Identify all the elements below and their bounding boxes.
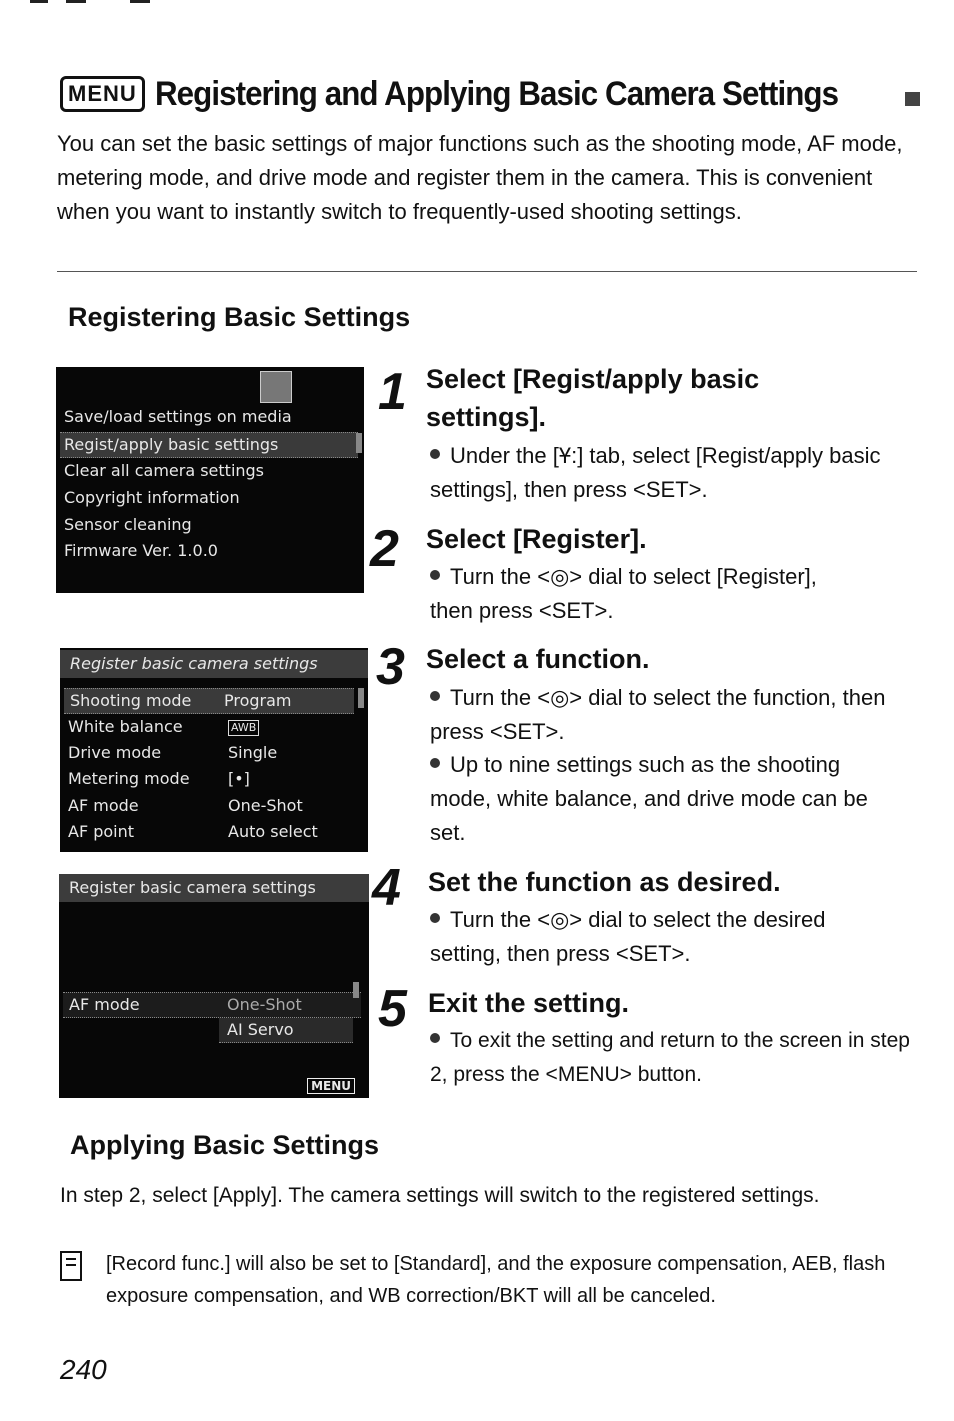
step-number: 3 xyxy=(376,638,405,696)
settings-row xyxy=(68,741,358,765)
step-bullet: Turn the <◎> dial to select the function, then press <SET>. xyxy=(430,685,886,744)
menu-item-selected: Regist/apply basic settings xyxy=(60,432,358,458)
camera-screen-setup-menu xyxy=(56,367,364,593)
menu-item: Copyright information xyxy=(64,488,240,507)
settings-row xyxy=(68,820,358,844)
bullet-icon xyxy=(430,913,440,923)
row-label: AF mode xyxy=(68,796,139,815)
row-value: One-Shot xyxy=(228,796,303,815)
step-bullet: Under the [Ұ:] tab, select [Regist/apply basic settings], then press <SET>. xyxy=(430,443,881,502)
bullet-icon xyxy=(430,1033,440,1043)
page-title-text: Registering and Applying Basic Camera Settings xyxy=(154,74,838,113)
bullet-icon xyxy=(430,691,440,701)
settings-row xyxy=(68,767,358,791)
step-number: 1 xyxy=(378,363,407,421)
note-icon xyxy=(60,1251,82,1281)
note-text: [Record func.] will also be set to [Standard], and the exposure compensation, AEB, flash exposure compensation, and WB correction/BKT will all be canceled. xyxy=(106,1253,886,1307)
option-one-shot: One-Shot xyxy=(227,995,302,1014)
awb-icon: AWB xyxy=(228,720,259,736)
menu-icon: MENU xyxy=(60,76,145,112)
difficulty-icon xyxy=(905,92,920,106)
row-label: AF mode xyxy=(69,995,140,1014)
step-title: Set the function as desired. xyxy=(428,867,781,897)
settings-row xyxy=(68,715,358,739)
bullet-icon xyxy=(430,758,440,768)
step-title: Select [Regist/apply basic settings]. xyxy=(426,364,760,432)
divider xyxy=(57,271,917,272)
settings-row-selected xyxy=(64,688,354,714)
menu-item: Clear all camera settings xyxy=(64,461,265,480)
row-label: Drive mode xyxy=(68,743,162,762)
step-title: Select a function. xyxy=(426,644,650,674)
section-heading-applying: Applying Basic Settings xyxy=(70,1130,380,1160)
step-number: 2 xyxy=(370,520,399,578)
metering-icon: [•] xyxy=(228,769,250,788)
menu-return-icon: MENU xyxy=(307,1078,355,1094)
step-title: Select [Register]. xyxy=(426,524,647,554)
screen-header: Register basic camera settings xyxy=(59,874,369,902)
scroll-indicator xyxy=(356,433,362,453)
applying-text: In step 2, select [Apply]. The camera settings will switch to the registered settings. xyxy=(60,1184,820,1207)
step-bullet: Turn the <◎> dial to select [Register], then press <SET>. xyxy=(430,564,817,623)
step-bullet: Turn the <◎> dial to select the desired setting, then press <SET>. xyxy=(430,907,826,966)
step-number: 4 xyxy=(372,859,401,917)
menu-item: Save/load settings on media xyxy=(64,407,292,426)
row-value: Auto select xyxy=(228,822,318,841)
row-value: Single xyxy=(228,743,278,762)
menu-item: Firmware Ver. 1.0.0 xyxy=(64,541,218,560)
bullet-icon xyxy=(430,449,440,459)
af-mode-row xyxy=(63,992,361,1018)
step-title: Exit the setting. xyxy=(428,988,630,1018)
row-label: White balance xyxy=(68,717,183,736)
scroll-indicator xyxy=(353,982,359,998)
option-ai-servo: AI Servo xyxy=(219,1018,353,1043)
menu-item: Sensor cleaning xyxy=(64,515,192,534)
step-bullet: Up to nine settings such as the shooting mode, white balance, and drive mode can be set. xyxy=(430,752,868,845)
tool-tab-icon xyxy=(260,371,292,403)
row-label: Shooting mode xyxy=(70,691,192,710)
settings-row xyxy=(68,794,358,818)
step-number: 5 xyxy=(378,980,407,1038)
top-crop-marks xyxy=(0,0,954,6)
row-label: AF point xyxy=(68,822,135,841)
scroll-indicator xyxy=(358,688,364,708)
row-value: Program xyxy=(224,691,292,710)
intro-paragraph: You can set the basic settings of major functions such as the shooting mode, AF mode, metering mode, and drive mode and register them in the camera. This is convenient when you want to instantly switch to frequently-used shooting settings. xyxy=(57,131,903,224)
page-title xyxy=(60,70,920,118)
camera-screen-af-mode xyxy=(59,874,369,1098)
section-heading-registering: Registering Basic Settings xyxy=(68,302,411,332)
step-bullet: To exit the setting and return to the screen in step 2, press the <MENU> button. xyxy=(430,1029,910,1086)
row-label: Metering mode xyxy=(68,769,190,788)
page-number: 240 xyxy=(60,1354,107,1385)
screen-header: Register basic camera settings xyxy=(60,650,368,678)
bullet-icon xyxy=(430,570,440,580)
camera-screen-register-settings xyxy=(60,648,368,852)
